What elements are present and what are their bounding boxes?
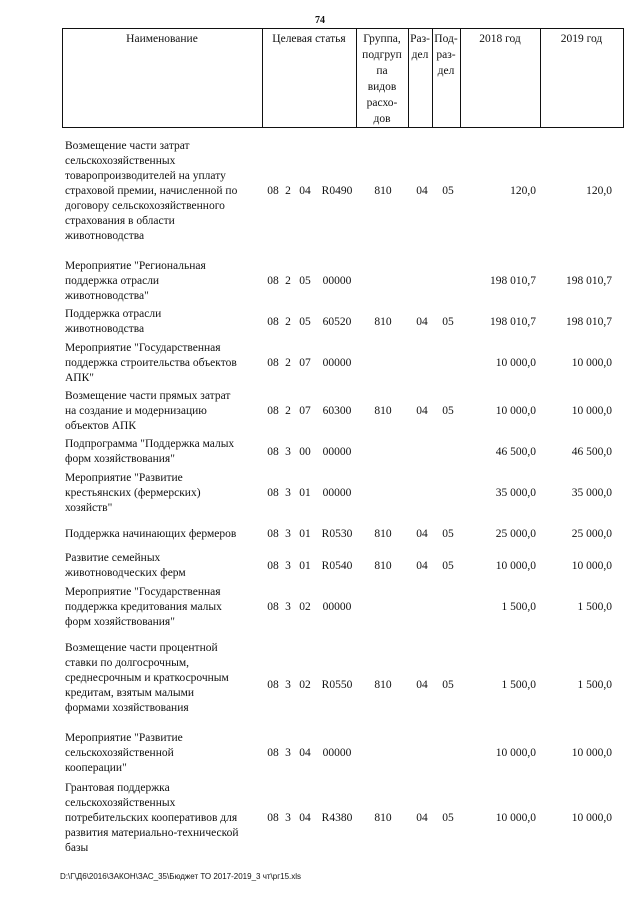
subsection-code: 05	[442, 812, 454, 824]
target-article-program: 08	[267, 405, 279, 417]
header-name: Наименование	[126, 33, 198, 45]
target-article-event: 05	[299, 316, 311, 328]
header-subsection: Под- раз- дел	[434, 33, 458, 77]
amount-2019: 120,0	[586, 185, 612, 197]
target-article-event: 07	[299, 405, 311, 417]
target-article-direction: 60300	[322, 405, 352, 417]
target-article-direction: 60520	[322, 316, 352, 328]
target-article-program: 08	[267, 601, 279, 613]
amount-2018: 10 000,0	[495, 560, 536, 572]
section-code: 04	[416, 185, 428, 197]
target-article-subprogram: 3	[285, 446, 291, 458]
target-article-event: 02	[299, 679, 311, 691]
target-article-subprogram: 3	[285, 747, 291, 759]
expense-group: 810	[374, 679, 392, 691]
target-article-program: 08	[267, 446, 279, 458]
target-article-event: 04	[299, 812, 311, 824]
amount-2019: 198 010,7	[566, 316, 612, 328]
amount-2019: 198 010,7	[566, 275, 612, 287]
target-article-program: 08	[267, 185, 279, 197]
target-article-program: 08	[267, 528, 279, 540]
target-article-event: 00	[299, 446, 311, 458]
header-year-2019: 2019 год	[560, 33, 603, 45]
target-article-event: 04	[299, 747, 311, 759]
table-header	[62, 28, 624, 128]
header-group: Группа, подгруп па видов расхо- дов	[362, 33, 402, 125]
amount-2018: 10 000,0	[495, 747, 536, 759]
target-article-program: 08	[267, 812, 279, 824]
target-article-direction: R0550	[321, 679, 353, 691]
target-article-program: 08	[267, 679, 279, 691]
target-article-program: 08	[267, 560, 279, 572]
row-name: Возмещение части затрат сельскохозяйственных товаропроизводителей на уплату страховой премии, начисленной по договору сельскохозяйственного страхования в области животноводства	[65, 140, 238, 242]
amount-2019: 1 500,0	[577, 601, 612, 613]
amount-2018: 120,0	[510, 185, 536, 197]
target-article-direction: 00000	[322, 275, 352, 287]
expense-group: 810	[374, 405, 392, 417]
amount-2019: 10 000,0	[571, 812, 612, 824]
target-article-event: 01	[299, 487, 311, 499]
amount-2019: 1 500,0	[577, 679, 612, 691]
row-name: Мероприятие "Государственная поддержка кредитования малых форм хозяйствования"	[65, 586, 222, 628]
subsection-code: 05	[442, 405, 454, 417]
row-name: Грантовая поддержка сельскохозяйственных потребительских кооперативов для развития материально-технической базы	[65, 782, 239, 854]
target-article-subprogram: 3	[285, 601, 291, 613]
row-name: Подпрограмма "Поддержка малых форм хозяйствования"	[65, 438, 235, 465]
amount-2019: 10 000,0	[571, 405, 612, 417]
target-article-subprogram: 2	[285, 405, 291, 417]
target-article-direction: 00000	[322, 487, 352, 499]
header-divider	[623, 29, 624, 127]
amount-2019: 10 000,0	[571, 560, 612, 572]
section-code: 04	[416, 528, 428, 540]
row-name: Возмещение части процентной ставки по долгосрочным, среднесрочным и краткосрочным кредитам, взятым малыми формами хозяйствования	[65, 642, 229, 714]
page-number: 74	[315, 15, 325, 26]
section-code: 04	[416, 316, 428, 328]
row-name: Поддержка начинающих фермеров	[65, 528, 237, 540]
section-code: 04	[416, 405, 428, 417]
target-article-direction: 00000	[322, 446, 352, 458]
row-name: Мероприятие "Развитие крестьянских (фермерских) хозяйств"	[65, 472, 201, 514]
row-name: Мероприятие "Развитие сельскохозяйственной кооперации"	[65, 732, 183, 774]
subsection-code: 05	[442, 528, 454, 540]
header-target-article: Целевая статья	[272, 33, 346, 45]
expense-group: 810	[374, 528, 392, 540]
target-article-event: 04	[299, 185, 311, 197]
row-name: Поддержка отрасли животноводства	[65, 308, 162, 335]
target-article-direction: 00000	[322, 601, 352, 613]
target-article-program: 08	[267, 275, 279, 287]
section-code: 04	[416, 812, 428, 824]
target-article-program: 08	[267, 747, 279, 759]
amount-2019: 35 000,0	[571, 487, 612, 499]
row-name: Развитие семейных животноводческих ферм	[65, 552, 186, 579]
target-article-program: 08	[267, 357, 279, 369]
target-article-event: 07	[299, 357, 311, 369]
target-article-direction: R0490	[321, 185, 353, 197]
target-article-subprogram: 3	[285, 560, 291, 572]
header-year-2018: 2018 год	[479, 33, 521, 45]
row-name: Возмещение части прямых затрат на создание и модернизацию объектов АПК	[65, 390, 231, 432]
amount-2018: 46 500,0	[495, 446, 536, 458]
amount-2018: 1 500,0	[501, 679, 536, 691]
target-article-subprogram: 3	[285, 487, 291, 499]
target-article-direction: 00000	[322, 747, 352, 759]
target-article-direction: R0540	[321, 560, 353, 572]
target-article-subprogram: 2	[285, 316, 291, 328]
header-section: Раз- дел	[410, 33, 430, 61]
target-article-direction: 00000	[322, 357, 352, 369]
subsection-code: 05	[442, 560, 454, 572]
section-code: 04	[416, 679, 428, 691]
target-article-event: 05	[299, 275, 311, 287]
target-article-subprogram: 3	[285, 528, 291, 540]
amount-2018: 1 500,0	[501, 601, 536, 613]
amount-2019: 46 500,0	[571, 446, 612, 458]
target-article-subprogram: 3	[285, 812, 291, 824]
amount-2019: 25 000,0	[571, 528, 612, 540]
target-article-event: 01	[299, 560, 311, 572]
target-article-direction: R0530	[321, 528, 353, 540]
amount-2018: 198 010,7	[490, 316, 536, 328]
amount-2018: 10 000,0	[495, 405, 536, 417]
expense-group: 810	[374, 185, 392, 197]
target-article-program: 08	[267, 316, 279, 328]
amount-2018: 10 000,0	[495, 812, 536, 824]
amount-2019: 10 000,0	[571, 747, 612, 759]
row-name: Мероприятие "Государственная поддержка строительства объектов АПК"	[65, 342, 237, 384]
target-article-subprogram: 2	[285, 185, 291, 197]
subsection-code: 05	[442, 679, 454, 691]
amount-2018: 198 010,7	[490, 275, 536, 287]
target-article-subprogram: 3	[285, 679, 291, 691]
target-article-subprogram: 2	[285, 275, 291, 287]
amount-2018: 25 000,0	[495, 528, 536, 540]
expense-group: 810	[374, 812, 392, 824]
expense-group: 810	[374, 316, 392, 328]
file-path: D:\Г\Д6\2016\ЗАКОН\ЗАС_35\Бюджет ТО 2017-2019_3 чт\рг15.xls	[60, 872, 302, 881]
subsection-code: 05	[442, 185, 454, 197]
subsection-code: 05	[442, 316, 454, 328]
section-code: 04	[416, 560, 428, 572]
target-article-event: 02	[299, 601, 311, 613]
amount-2019: 10 000,0	[571, 357, 612, 369]
target-article-subprogram: 2	[285, 357, 291, 369]
row-name: Мероприятие "Региональная поддержка отрасли животноводства"	[65, 260, 206, 302]
target-article-event: 01	[299, 528, 311, 540]
target-article-program: 08	[267, 487, 279, 499]
amount-2018: 35 000,0	[495, 487, 536, 499]
amount-2018: 10 000,0	[495, 357, 536, 369]
expense-group: 810	[374, 560, 392, 572]
target-article-direction: R4380	[321, 812, 353, 824]
